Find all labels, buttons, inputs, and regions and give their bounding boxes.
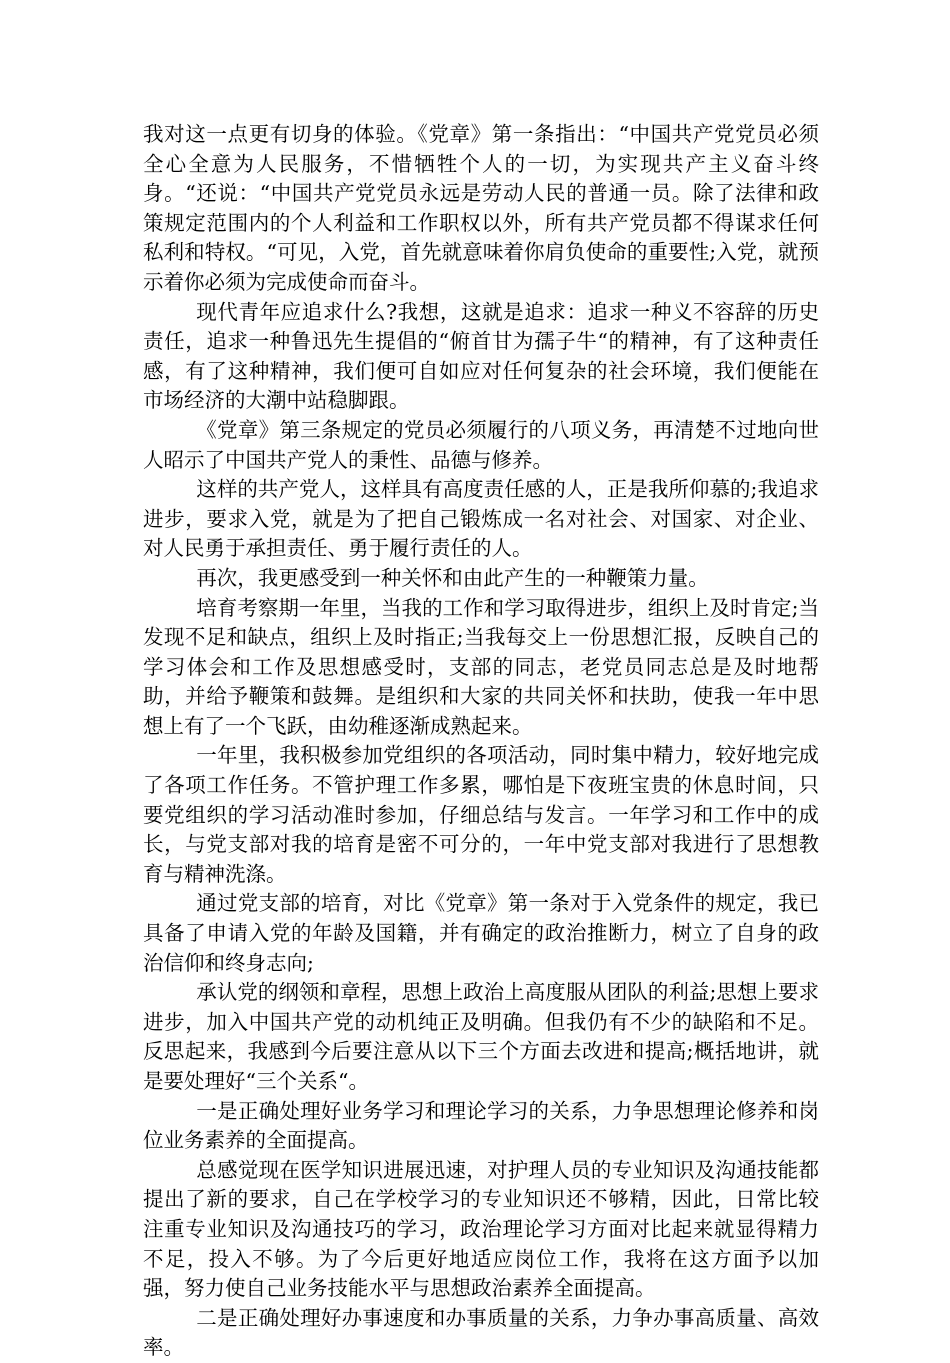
paragraph-4: 这样的共产党人，这样具有高度责任感的人，正是我所仰慕的;我追求进步，要求入党，就是为了把自己锻炼成一名对社会、对国家、对企业、对人民勇于承担责任、勇于履行责任的人。 (143, 477, 819, 561)
paragraph-11: 总感觉现在医学知识进展迅速，对护理人员的专业知识及沟通技能都提出了新的要求，自己在学校学习的专业知识还不够精，因此，日常比较注重专业知识及沟通技巧的学习，政治理论学习方面对比起来就显得精力不足，投入不够。为了今后更好地适应岗位工作，我将在这方面予以加强，努力使自己业务技能水平与思想政治素养全面提高。 (143, 1157, 819, 1301)
paragraph-5: 再次，我更感受到一种关怀和由此产生的一种鞭策力量。 (196, 565, 709, 590)
paragraph-3: 《党章》第三条规定的党员必须履行的八项义务，再清楚不过地向世人昭示了中国共产党人的秉性、品德与修养。 (143, 417, 819, 472)
paragraph-7: 一年里，我积极参加党组织的各项活动，同时集中精力，较好地完成了各项工作任务。不管护理工作多累，哪怕是下夜班宝贵的休息时间，只要党组织的学习活动准时参加，仔细总结与发言。一年学习和工作中的成长，与党支部对我的培育是密不可分的，一年中党支部对我进行了思想教育与精神洗涤。 (143, 743, 819, 886)
paragraph-9: 承认党的纲领和章程，思想上政治上高度服从团队的利益;思想上要求进步，加入中国共产党的动机纯正及明确。但我仍有不少的缺陷和不足。反思起来，我感到今后要注意从以下三个方面去改进和提高;概括地讲，就是要处理好“三个关系“。 (143, 980, 819, 1093)
paragraph-1: 我对这一点更有切身的体验。《党章》第一条指出：“中国共产党党员必须全心全意为人民服务，不惜牺牲个人的一切，为实现共产主义奋斗终身。“还说：“中国共产党党员永远是劳动人民的普通一员。除了法律和政策规定范围内的个人利益和工作职权以外，所有共产党员都不得谋求任何私利和特权。“可见，入党，首先就意味着你肩负使命的重要性;入党，就预示着你必须为完成使命而奋斗。 (143, 122, 819, 294)
document-body (143, 120, 819, 1363)
paragraph-6: 培育考察期一年里，当我的工作和学习取得进步，组织上及时肯定;当发现不足和缺点，组织上及时指正;当我每交上一份思想汇报，反映自己的学习体会和工作及思想感受时，支部的同志，老党员同志总是及时地帮助，并给予鞭策和鼓舞。是组织和大家的共同关怀和扶助，使我一年中思想上有了一个飞跃，由幼稚逐渐成熟起来。 (143, 595, 819, 738)
paragraph-2: 现代青年应追求什么?我想，这就是追求：追求一种义不容辞的历史责任，追求一种鲁迅先生提倡的“俯首甘为孺子牛“的精神，有了这种责任感，有了这种精神，我们便可自如应对任何复杂的社会环境，我们便能在市场经济的大潮中站稳脚跟。 (143, 299, 819, 413)
paragraph-8: 通过党支部的培育，对比《党章》第一条对于入党条件的规定，我已具备了申请入党的年龄及国籍，并有确定的政治推断力，树立了自身的政治信仰和终身志向; (143, 891, 819, 975)
paragraph-12: 二是正确处理好办事速度和办事质量的关系，力争办事高质量、高效率。 (143, 1305, 819, 1360)
paragraph-10: 一是正确处理好业务学习和理论学习的关系，力争思想理论修养和岗位业务素养的全面提高。 (143, 1098, 819, 1153)
